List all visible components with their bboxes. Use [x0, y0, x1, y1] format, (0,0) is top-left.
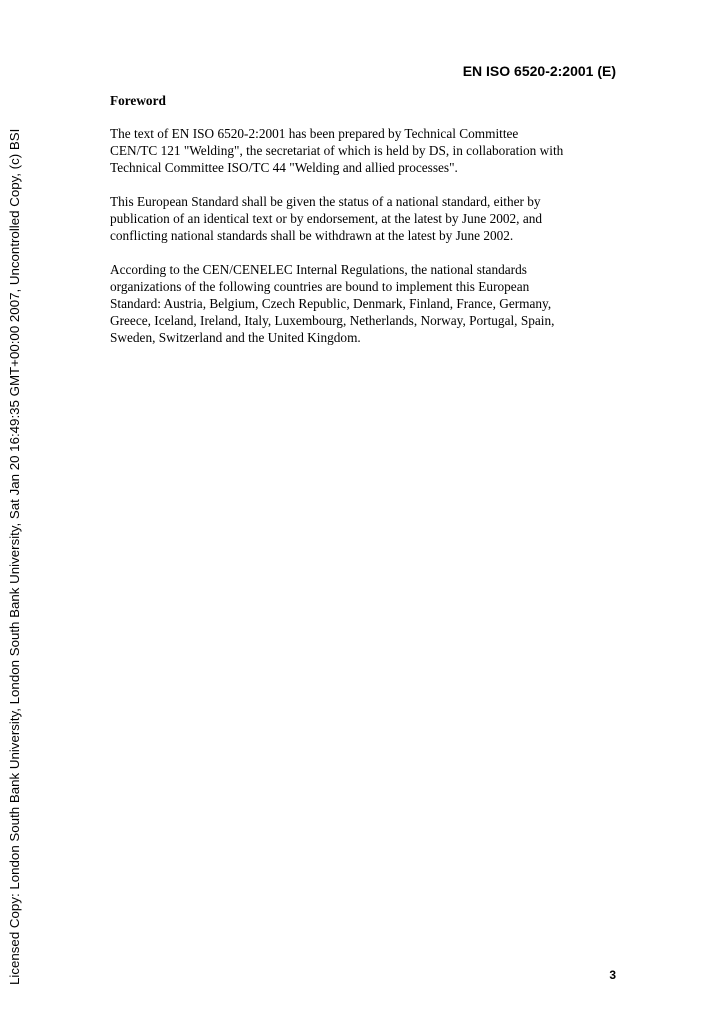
license-watermark: Licensed Copy: London South Bank University, London South Bank University, Sat Jan 20 16:49:35 GMT+00:00 2007, Uncontrolled Copy, (c) BSI [7, 128, 22, 985]
paragraph-line: According to the CEN/CENELEC Internal Regulations, the national standards [110, 262, 527, 277]
paragraph-line: The text of EN ISO 6520-2:2001 has been prepared by Technical Committee [110, 126, 519, 141]
paragraph-line: Greece, Iceland, Ireland, Italy, Luxembourg, Netherlands, Norway, Portugal, Spain, [110, 313, 555, 328]
paragraph-line: conflicting national standards shall be withdrawn at the latest by June 2002. [110, 228, 514, 243]
paragraph-preparation [110, 125, 620, 176]
page-number: 3 [609, 968, 616, 982]
paragraph-line: Technical Committee ISO/TC 44 "Welding and allied processes". [110, 160, 458, 175]
paragraph-line: Standard: Austria, Belgium, Czech Republic, Denmark, Finland, France, Germany, [110, 296, 552, 311]
document-code-header: EN ISO 6520-2:2001 (E) [462, 63, 616, 79]
paragraph-line: publication of an identical text or by endorsement, at the latest by June 2002, and [110, 211, 543, 226]
paragraph-status [110, 193, 620, 244]
paragraph-line: CEN/TC 121 "Welding", the secretariat of which is held by DS, in collaboration with [110, 143, 564, 158]
paragraph-line: organizations of the following countries are bound to implement this European [110, 279, 530, 294]
foreword-section [110, 92, 620, 363]
paragraph-line: This European Standard shall be given the status of a national standard, either by [110, 194, 541, 209]
paragraph-line: Sweden, Switzerland and the United Kingdom. [110, 330, 361, 345]
foreword-heading: Foreword [110, 93, 166, 108]
paragraph-regulations [110, 261, 620, 346]
